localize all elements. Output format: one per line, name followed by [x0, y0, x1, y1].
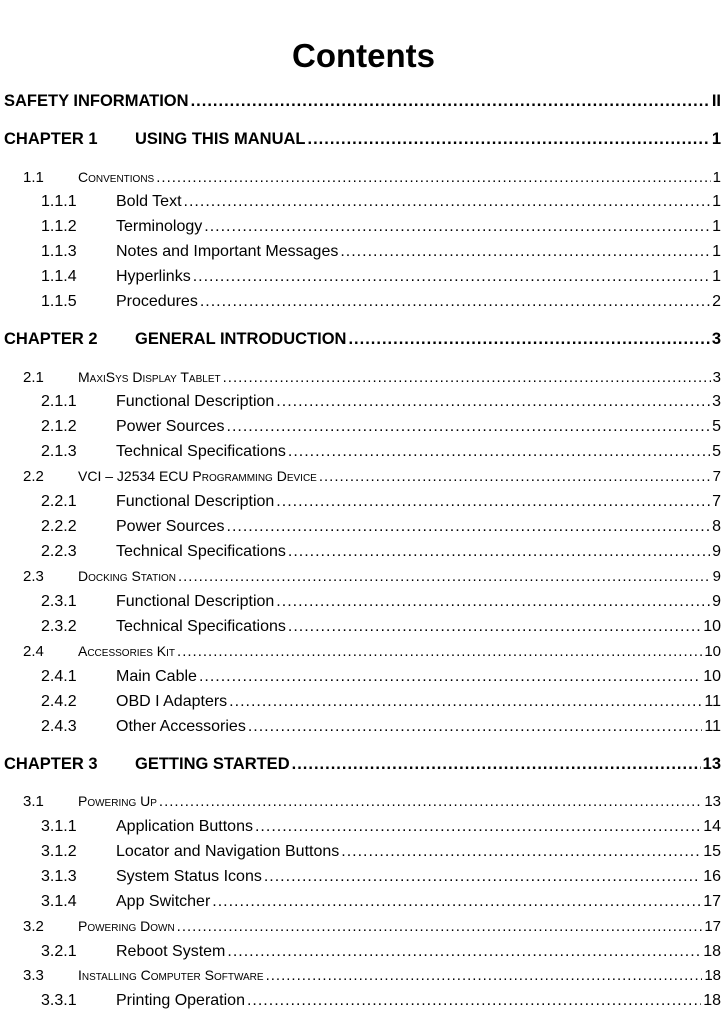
toc-entry-number: 2.4.1 — [41, 668, 77, 685]
toc-entry-title: MaxiSys Display Tablet — [78, 369, 221, 385]
dot-leader — [308, 130, 710, 149]
toc-entry-title: OBD I Adapters — [116, 693, 228, 710]
toc-entry-title: Power Sources — [116, 518, 225, 535]
toc-entry-page: 1 — [712, 243, 721, 260]
toc-entry-number: 3.1 — [23, 793, 44, 810]
toc-entry-title: Main Cable — [116, 668, 197, 685]
toc-entry-number: 3.1.1 — [41, 818, 77, 835]
toc-entry-number: 2.3.2 — [41, 618, 77, 635]
toc-entry-page: 7 — [712, 468, 721, 485]
toc-entry-page: 2 — [712, 293, 721, 310]
toc-entry-title: USING THIS MANUAL — [135, 130, 306, 148]
toc-entry-number: 1.1.4 — [41, 268, 77, 285]
toc-entry-2-1-2[interactable] — [41, 418, 721, 436]
toc-entry-number: 1.1.5 — [41, 293, 77, 310]
toc-entry-1-1-1[interactable] — [41, 193, 721, 211]
toc-entry-page: 17 — [704, 918, 721, 935]
toc-entry-page: 13 — [702, 755, 721, 773]
dot-leader — [193, 268, 710, 286]
toc-entry-3-3-1[interactable] — [41, 992, 721, 1010]
toc-entry-number: 2.2.2 — [41, 518, 77, 535]
toc-entry-number: 2.2 — [23, 468, 44, 485]
dot-leader — [319, 468, 711, 485]
toc-entry-page: 11 — [704, 718, 721, 735]
toc-entry-page: 7 — [712, 493, 721, 510]
toc-entry-number: 1.1 — [23, 169, 44, 186]
toc-entry-title: Technical Specifications — [116, 618, 286, 635]
toc-entry-page: 1 — [711, 130, 721, 148]
toc-entry-number: 1.1.2 — [41, 218, 77, 235]
toc-entry-1-1[interactable] — [23, 169, 721, 186]
toc-entry-number: 2.4.3 — [41, 718, 77, 735]
toc-entry-title: VCI – J2534 ECU Programming Device — [78, 468, 317, 484]
dot-leader — [204, 218, 710, 236]
toc-entry-title: Powering Up — [78, 793, 157, 809]
toc-entry-title: Powering Down — [78, 918, 175, 934]
toc-entry-title: Functional Description — [116, 393, 275, 410]
toc-entry-title: Notes and Important Messages — [116, 243, 339, 260]
toc-entry-2-2-3[interactable] — [41, 543, 721, 561]
toc-entry-page: 3 — [712, 393, 721, 410]
dot-leader — [266, 967, 703, 984]
toc-entry-3-1-1[interactable] — [41, 818, 721, 836]
dot-leader — [200, 293, 710, 311]
dot-leader — [288, 618, 701, 636]
toc-entry-title: Accessories Kit — [78, 643, 176, 659]
toc-entry-title: Hyperlinks — [116, 268, 191, 285]
toc-entry-number: CHAPTER 3 — [4, 755, 98, 773]
toc-entry-page: 14 — [703, 818, 721, 835]
toc-entry-2-4-2[interactable] — [41, 693, 721, 711]
toc-entry-title: GETTING STARTED — [135, 755, 290, 773]
toc-entry-chapter-1[interactable] — [4, 130, 721, 149]
toc-entry-title: Terminology — [116, 218, 203, 235]
dot-leader — [227, 518, 711, 536]
toc-entry-page: 17 — [703, 893, 721, 910]
dot-leader — [264, 868, 701, 886]
toc-entry-2-2-1[interactable] — [41, 493, 721, 511]
toc-entry-page: 1 — [712, 193, 721, 210]
dot-leader — [340, 243, 710, 261]
toc-entry-title: Application Buttons — [116, 818, 253, 835]
toc-entry-page: 10 — [703, 668, 721, 685]
toc-entry-title: App Switcher — [116, 893, 211, 910]
toc-entry-title: GENERAL INTRODUCTION — [135, 330, 347, 348]
toc-entry-3-1-4[interactable] — [41, 893, 721, 911]
dot-leader — [229, 693, 702, 711]
toc-entry-number: 2.4 — [23, 643, 44, 660]
toc-entry-title: Other Accessories — [116, 718, 246, 735]
dot-leader — [177, 643, 702, 660]
toc-entry-chapter-2[interactable] — [4, 330, 721, 349]
dot-leader — [288, 543, 710, 561]
dot-leader — [292, 755, 701, 774]
dot-leader — [177, 918, 703, 935]
toc-entry-chapter-3[interactable] — [4, 755, 721, 774]
toc-entry-3-3[interactable] — [23, 967, 721, 984]
toc-entry-title: Bold Text — [116, 193, 182, 210]
toc-entry-safety-information[interactable] — [4, 92, 721, 111]
dot-leader — [227, 418, 711, 436]
dot-leader — [223, 369, 711, 386]
toc-entry-number: 3.1.2 — [41, 843, 77, 860]
toc-entry-page: 18 — [703, 943, 721, 960]
toc-entry-title: Installing Computer Software — [78, 967, 264, 983]
toc-entry-number: 3.1.3 — [41, 868, 77, 885]
toc-entry-page: 15 — [703, 843, 721, 860]
toc-entry-2-4[interactable] — [23, 643, 721, 660]
dot-leader — [276, 493, 710, 511]
dot-leader — [191, 92, 710, 111]
toc-entry-number: 2.1.3 — [41, 443, 77, 460]
toc-entry-page: 1 — [712, 268, 721, 285]
toc-entry-2-3-2[interactable] — [41, 618, 721, 636]
page-title: Contents — [292, 37, 435, 74]
toc-entry-2-3[interactable] — [23, 568, 721, 585]
toc-entry-3-2[interactable] — [23, 918, 721, 935]
toc-entry-2-1[interactable] — [23, 369, 721, 386]
toc-entry-page: 5 — [712, 418, 721, 435]
toc-entry-page: 18 — [703, 992, 721, 1009]
dot-leader — [341, 843, 701, 861]
toc-entry-title: System Status Icons — [116, 868, 262, 885]
toc-entry-number: 2.3 — [23, 568, 44, 585]
toc-entry-1-1-5[interactable] — [41, 293, 721, 311]
toc-entry-number: 1.1.3 — [41, 243, 77, 260]
toc-entry-number: CHAPTER 1 — [4, 130, 98, 148]
toc-entry-page: 3 — [712, 369, 721, 386]
toc-entry-2-1-1[interactable] — [41, 393, 721, 411]
toc-entry-page: 18 — [704, 967, 721, 984]
dot-leader — [199, 668, 701, 686]
toc-entry-title: Technical Specifications — [116, 543, 286, 560]
toc-entry-title: Conventions — [78, 169, 155, 185]
toc-entry-number: 2.3.1 — [41, 593, 77, 610]
dot-leader — [255, 818, 701, 836]
toc-entry-page: 8 — [712, 518, 721, 535]
dot-leader — [288, 443, 710, 461]
toc-entry-2-2[interactable] — [23, 468, 721, 485]
toc-entry-2-1-3[interactable] — [41, 443, 721, 461]
toc-entry-3-1[interactable] — [23, 793, 721, 810]
toc-entry-page: 11 — [704, 693, 721, 710]
toc-entry-title: Reboot System — [116, 943, 226, 960]
toc-entry-page: 10 — [704, 643, 721, 660]
toc-entry-title: Functional Description — [116, 593, 275, 610]
dot-leader — [247, 992, 701, 1010]
toc-entry-page: II — [711, 92, 721, 110]
toc-entry-title: Locator and Navigation Buttons — [116, 843, 340, 860]
toc-entry-2-3-1[interactable] — [41, 593, 721, 611]
toc-entry-number: 2.4.2 — [41, 693, 77, 710]
toc-entry-number: 1.1.1 — [41, 193, 77, 210]
toc-entry-number: 3.3.1 — [41, 992, 77, 1009]
toc-entry-page: 3 — [711, 330, 721, 348]
dot-leader — [276, 393, 710, 411]
dot-leader — [248, 718, 703, 736]
dot-leader — [348, 330, 709, 349]
toc-entry-3-1-2[interactable] — [41, 843, 721, 861]
toc-entry-page: 5 — [712, 443, 721, 460]
dot-leader — [159, 793, 702, 810]
toc-entry-number: 2.1.1 — [41, 393, 77, 410]
toc-entry-1-1-2[interactable] — [41, 218, 721, 236]
toc-entry-number: 2.1.2 — [41, 418, 77, 435]
toc-entry-3-1-3[interactable] — [41, 868, 721, 886]
toc-entry-title: Technical Specifications — [116, 443, 286, 460]
toc-entry-page: 1 — [712, 218, 721, 235]
toc-entry-title: Power Sources — [116, 418, 225, 435]
toc-entry-1-1-3[interactable] — [41, 243, 721, 261]
toc-entry-number: 2.2.3 — [41, 543, 77, 560]
toc-entry-title: SAFETY INFORMATION — [4, 92, 189, 110]
toc-entry-number: 2.1 — [23, 369, 44, 386]
toc-entry-page: 16 — [703, 868, 721, 885]
toc-entry-page: 10 — [703, 618, 721, 635]
toc-entry-number: CHAPTER 2 — [4, 330, 98, 348]
toc-entry-page: 9 — [712, 593, 721, 610]
toc-entry-page: 1 — [712, 169, 721, 186]
toc-entry-1-1-4[interactable] — [41, 268, 721, 286]
dot-leader — [184, 193, 711, 211]
dot-leader — [276, 593, 710, 611]
toc-entry-2-4-3[interactable] — [41, 718, 721, 736]
toc-entry-page: 9 — [712, 543, 721, 560]
dot-leader — [178, 568, 711, 585]
toc-entry-number: 3.3 — [23, 967, 44, 984]
toc-entry-number: 3.1.4 — [41, 893, 77, 910]
toc-entry-title: Docking Station — [78, 568, 176, 584]
toc-entry-page: 13 — [704, 793, 721, 810]
toc-entry-title: Procedures — [116, 293, 198, 310]
dot-leader — [156, 169, 710, 186]
dot-leader — [212, 893, 701, 911]
toc-entry-title: Functional Description — [116, 493, 275, 510]
toc-entry-number: 3.2.1 — [41, 943, 77, 960]
toc-entry-3-2-1[interactable] — [41, 943, 721, 961]
toc-entry-2-2-2[interactable] — [41, 518, 721, 536]
toc-entry-title: Printing Operation — [116, 992, 245, 1009]
toc-entry-number: 3.2 — [23, 918, 44, 935]
toc-entry-page: 9 — [712, 568, 721, 585]
toc-entry-2-4-1[interactable] — [41, 668, 721, 686]
toc-entry-number: 2.2.1 — [41, 493, 77, 510]
dot-leader — [227, 943, 701, 961]
